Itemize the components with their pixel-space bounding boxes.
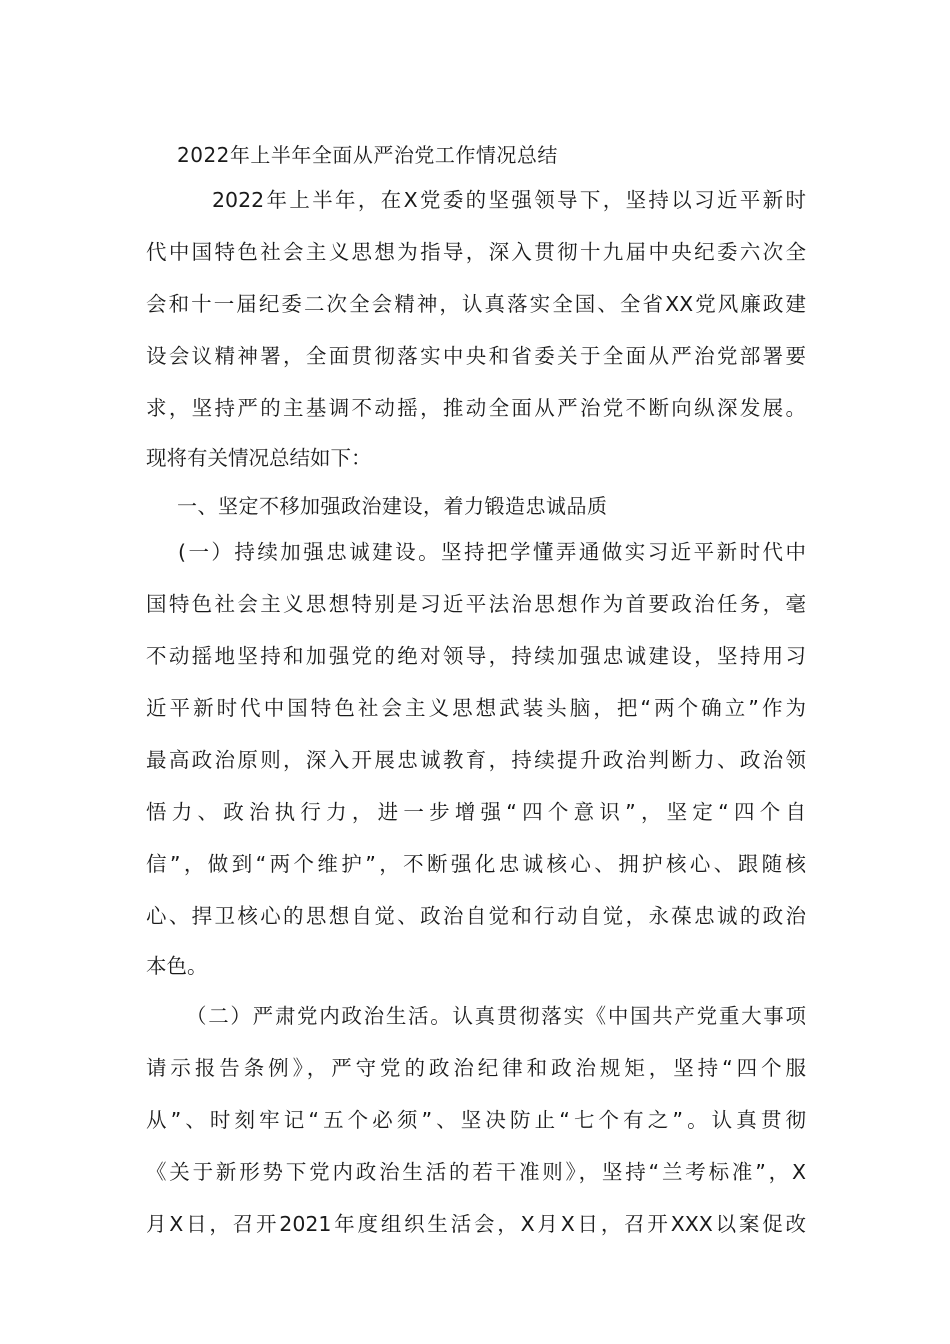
intro-line-4: 设会议精神署，全面贯彻落实中央和省委关于全面从严治党部署要	[146, 344, 806, 368]
para-2-line-1: （二）严肃党内政治生活。认真贯彻落实《中国共产党重大事项	[186, 1004, 806, 1028]
intro-line-1: 2022年上半年，在X党委的坚强领导下，坚持以习近平新时	[212, 188, 806, 212]
para-1-line-5: 最高政治原则，深入开展忠诚教育，持续提升政治判断力、政治领	[146, 748, 806, 772]
para-2-line-5: 月X日，召开2021年度组织生活会，X月X日，召开XXX以案促改	[146, 1212, 806, 1236]
para-1-line-2: 国特色社会主义思想特别是习近平法治思想作为首要政治任务，毫	[146, 592, 806, 616]
para-1-line-6: 悟力、政治执行力，进一步增强“四个意识”，坚定“四个自	[146, 800, 806, 824]
para-1-line-9: 本色。	[146, 954, 208, 978]
intro-line-2: 代中国特色社会主义思想为指导，深入贯彻十九届中央纪委六次全	[146, 240, 806, 264]
intro-line-6: 现将有关情况总结如下：	[146, 446, 372, 470]
intro-line-5: 求，坚持严的主基调不动摇，推动全面从严治党不断向纵深发展。	[146, 396, 806, 420]
section-1-heading: 一、坚定不移加强政治建设，着力锻造忠诚品质	[177, 494, 608, 518]
para-1-line-1: (一）持续加强忠诚建设。坚持把学懂弄通做实习近平新时代中	[178, 540, 806, 564]
para-2-line-4: 《关于新形势下党内政治生活的若干准则》，坚持“兰考标准”，X	[146, 1160, 806, 1184]
para-2-line-2: 请示报告条例》，严守党的政治纪律和政治规矩，坚持“四个服	[146, 1056, 806, 1080]
intro-line-3: 会和十一届纪委二次全会精神，认真落实全国、全省XX党风廉政建	[146, 292, 806, 316]
para-1-line-3: 不动摇地坚持和加强党的绝对领导，持续加强忠诚建设，坚持用习	[146, 644, 806, 668]
para-2-line-3: 从”、时刻牢记“五个必须”、坚决防止“七个有之”。认真贯彻	[146, 1108, 806, 1132]
para-1-line-4: 近平新时代中国特色社会主义思想武装头脑，把“两个确立”作为	[146, 696, 806, 720]
para-1-line-7: 信”，做到“两个维护”，不断强化忠诚核心、拥护核心、跟随核	[146, 852, 806, 876]
document-title: 2022年上半年全面从严治党工作情况总结	[177, 143, 558, 167]
para-1-line-8: 心、捍卫核心的思想自觉、政治自觉和行动自觉，永葆忠诚的政治	[146, 904, 806, 928]
